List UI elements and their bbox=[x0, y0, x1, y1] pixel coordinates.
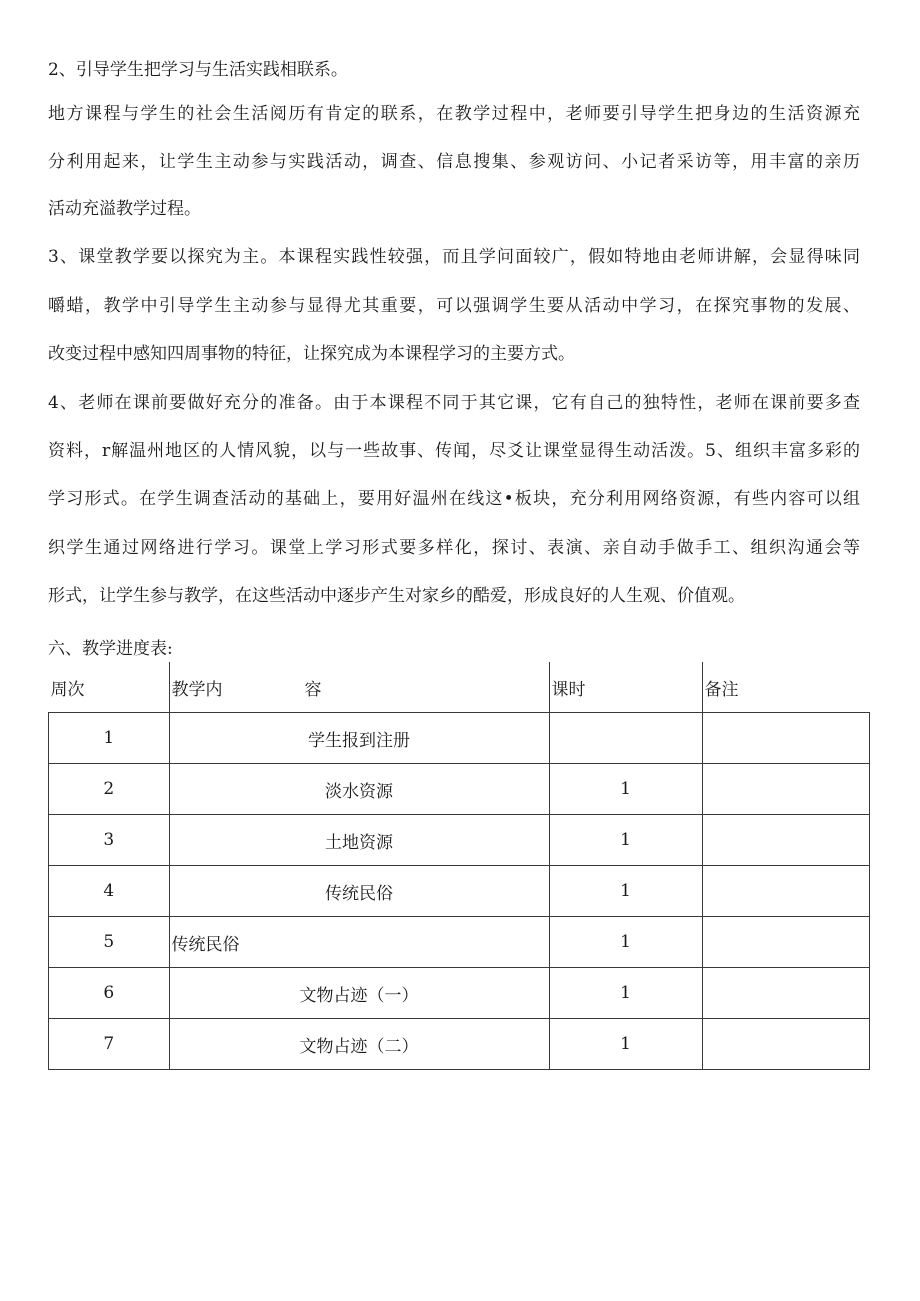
item2-heading: 2、引导学生把学习与生活实践相联系。 bbox=[48, 60, 348, 80]
week-cell: 5 bbox=[49, 917, 170, 968]
header-notes: 备注 bbox=[702, 662, 870, 713]
content-cell: 文物占迹（二） bbox=[169, 1019, 549, 1070]
table-header-row bbox=[49, 662, 870, 713]
schedule-table bbox=[48, 662, 870, 1070]
item4-body-line-1: 4、老师在课前要做好充分的准备。由于本课程不同于其它课，它有自己的独特性，老师在课前要多查 bbox=[48, 393, 860, 413]
item4-body-line-3: 学习形式。在学生调查活动的基础上，要用好温州在线这•板块，充分利用网络资源，有些内容可以组 bbox=[48, 489, 860, 509]
notes-cell bbox=[702, 866, 870, 917]
notes-cell bbox=[702, 815, 870, 866]
week-cell: 6 bbox=[49, 968, 170, 1019]
header-content bbox=[169, 662, 549, 713]
hours-cell: 1 bbox=[549, 1019, 702, 1070]
content-cell: 传统民俗 bbox=[169, 866, 549, 917]
week-cell: 3 bbox=[49, 815, 170, 866]
content-cell: 传统民俗 bbox=[169, 917, 549, 968]
item4-body-line-4: 织学生通过网络进行学习。课堂上学习形式要多样化，探讨、表演、亲自动手做手工、组织沟通会等 bbox=[48, 538, 860, 558]
notes-cell bbox=[702, 917, 870, 968]
table-row bbox=[49, 764, 870, 815]
item2-body-line-3: 活动充溢教学过程。 bbox=[48, 199, 201, 219]
item3-body-line-2: 嚼蜡，教学中引导学生主动参与显得尤其重要，可以强调学生要从活动中学习，在探究事物的发展、 bbox=[48, 296, 860, 316]
item2-body-line-1: 地方课程与学生的社会生活阅历有肯定的联系，在教学过程中，老师要引导学生把身边的生活资源充 bbox=[48, 104, 860, 124]
item4-body-line-5: 形式，让学生参与教学，在这些活动中逐步产生对家乡的酷爱，形成良好的人生观、价值观。 bbox=[48, 586, 745, 606]
notes-cell bbox=[702, 968, 870, 1019]
notes-cell bbox=[702, 713, 870, 764]
header-week: 周次 bbox=[49, 662, 170, 713]
hours-cell: 1 bbox=[549, 866, 702, 917]
hours-cell: 1 bbox=[549, 917, 702, 968]
table-row bbox=[49, 917, 870, 968]
hours-cell: 1 bbox=[549, 968, 702, 1019]
content-cell: 学生报到注册 bbox=[169, 713, 549, 764]
week-cell: 7 bbox=[49, 1019, 170, 1070]
item3-body-line-1: 3、课堂教学要以探究为主。本课程实践性较强，而且学问面较广，假如特地由老师讲解，会显得味同 bbox=[48, 247, 860, 267]
table-row bbox=[49, 713, 870, 764]
item2-body-line-2: 分利用起来，让学生主动参与实践活动，调查、信息搜集、参观访问、小记者采访等，用丰富的亲历 bbox=[48, 152, 860, 172]
item3-body-line-3: 改变过程中感知四周事物的特征，让探究成为本课程学习的主要方式。 bbox=[48, 344, 575, 364]
table-row bbox=[49, 1019, 870, 1070]
notes-cell bbox=[702, 764, 870, 815]
table-row bbox=[49, 968, 870, 1019]
hours-cell bbox=[549, 713, 702, 764]
content-cell: 文物占迹（一） bbox=[169, 968, 549, 1019]
item4-body-line-2: 资料，r解温州地区的人情风貌，以与一些故事、传闻，尽爻让课堂显得生动活泼。5、组织丰富多彩的 bbox=[48, 441, 860, 461]
header-content-part2: 容 bbox=[304, 679, 322, 700]
table-row bbox=[49, 866, 870, 917]
week-cell: 1 bbox=[49, 713, 170, 764]
header-hours: 课时 bbox=[549, 662, 702, 713]
table-row bbox=[49, 815, 870, 866]
week-cell: 2 bbox=[49, 764, 170, 815]
notes-cell bbox=[702, 1019, 870, 1070]
hours-cell: 1 bbox=[549, 764, 702, 815]
hours-cell: 1 bbox=[549, 815, 702, 866]
week-cell: 4 bbox=[49, 866, 170, 917]
header-content-part1: 教学内 bbox=[171, 679, 223, 700]
content-cell: 淡水资源 bbox=[169, 764, 549, 815]
section6-heading: 六、教学进度表: bbox=[48, 639, 173, 659]
content-cell: 土地资源 bbox=[169, 815, 549, 866]
